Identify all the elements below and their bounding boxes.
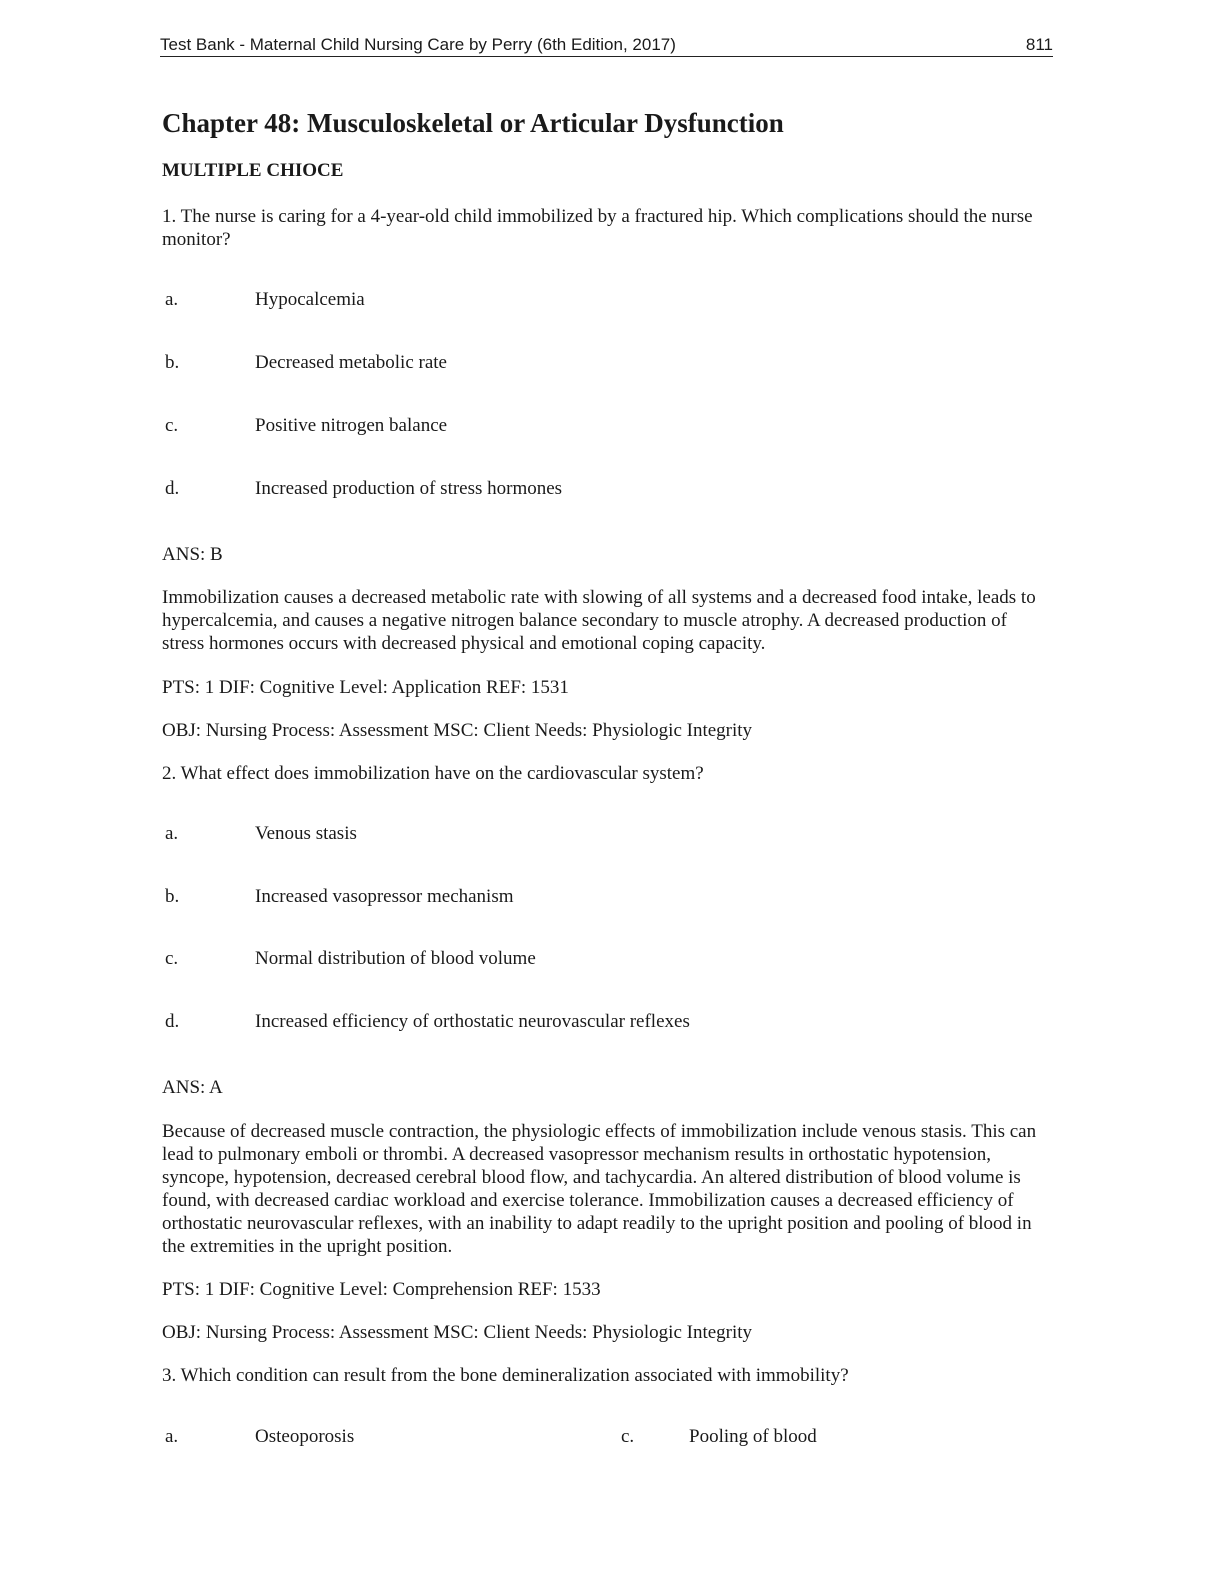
- q3-option-a-text: Osteoporosis: [255, 1426, 355, 1447]
- q2-option-a-text: Venous stasis: [255, 823, 357, 844]
- q1-option-a-text: Hypocalcemia: [255, 289, 365, 310]
- q1-option-c-letter: c.: [165, 415, 179, 436]
- q1-option-d-letter: d.: [165, 478, 180, 499]
- q2-option-a-letter: a.: [165, 823, 179, 844]
- q2-rationale: Because of decreased muscle contraction, the physiologic effects of immobilization include venous stasis. This can lead to pulmonary emboli or thrombi. A decreased vasopressor mechanism results in orthostatic hypotension, syncope, hypotension, decreased cerebral blood flow, and tachycardia. An altered distribution of blood volume is found, with decreased cardiac workload and exercise tolerance. Immobilization causes a decreased efficiency of orthostatic neurovascular reflexes, with an inability to adapt readily to the upright position and pooling of blood in the extremities in the upright position.: [162, 1121, 1037, 1257]
- q3-option-c-letter: c.: [621, 1426, 635, 1447]
- section-title: MULTIPLE CHIOCE: [162, 160, 344, 181]
- q1-rationale: Immobilization causes a decreased metabolic rate with slowing of all systems and a decreased food intake, leads to hypercalcemia, and causes a negative nitrogen balance secondary to muscle atrophy. A decreased production of stress hormones occurs with decreased physical and emotional coping capacity.: [162, 587, 1036, 654]
- q1-option-d-text: Increased production of stress hormones: [255, 478, 563, 499]
- q1-option-b-text: Decreased metabolic rate: [255, 352, 447, 373]
- q2-pts-line: PTS: 1 DIF: Cognitive Level: Comprehension REF: 1533: [162, 1279, 601, 1300]
- q2-obj-line: OBJ: Nursing Process: Assessment MSC: Client Needs: Physiologic Integrity: [162, 1322, 753, 1343]
- q2-option-c-text: Normal distribution of blood volume: [255, 948, 536, 969]
- question-2-stem: 2. What effect does immobilization have on the cardiovascular system?: [162, 763, 704, 784]
- q1-obj-line: OBJ: Nursing Process: Assessment MSC: Client Needs: Physiologic Integrity: [162, 720, 753, 741]
- chapter-title: Chapter 48: Musculoskeletal or Articular Dysfunction: [162, 108, 784, 138]
- page-number: 811: [1025, 35, 1053, 54]
- page-header: [160, 34, 1053, 57]
- question-3-stem: 3. Which condition can result from the bone demineralization associated with immobility?: [162, 1365, 849, 1386]
- q1-option-b-letter: b.: [165, 352, 180, 373]
- q3-option-c-text: Pooling of blood: [689, 1426, 817, 1447]
- header-title: Test Bank - Maternal Child Nursing Care by Perry (6th Edition, 2017): [160, 35, 676, 54]
- q1-option-c-text: Positive nitrogen balance: [255, 415, 448, 436]
- q2-option-b-text: Increased vasopressor mechanism: [255, 886, 514, 907]
- q2-answer: ANS: A: [162, 1077, 223, 1098]
- q1-pts-line: PTS: 1 DIF: Cognitive Level: Application REF: 1531: [162, 677, 569, 698]
- q1-option-a-letter: a.: [165, 289, 179, 310]
- q1-answer: ANS: B: [162, 544, 223, 565]
- q2-option-c-letter: c.: [165, 948, 179, 969]
- q3-option-a-letter: a.: [165, 1426, 179, 1447]
- q2-option-d-letter: d.: [165, 1011, 180, 1032]
- q2-option-d-text: Increased efficiency of orthostatic neurovascular reflexes: [255, 1011, 690, 1032]
- q2-option-b-letter: b.: [165, 886, 180, 907]
- question-1-stem: 1. The nurse is caring for a 4-year-old child immobilized by a fractured hip. Which complications should the nurse monitor?: [162, 206, 1033, 250]
